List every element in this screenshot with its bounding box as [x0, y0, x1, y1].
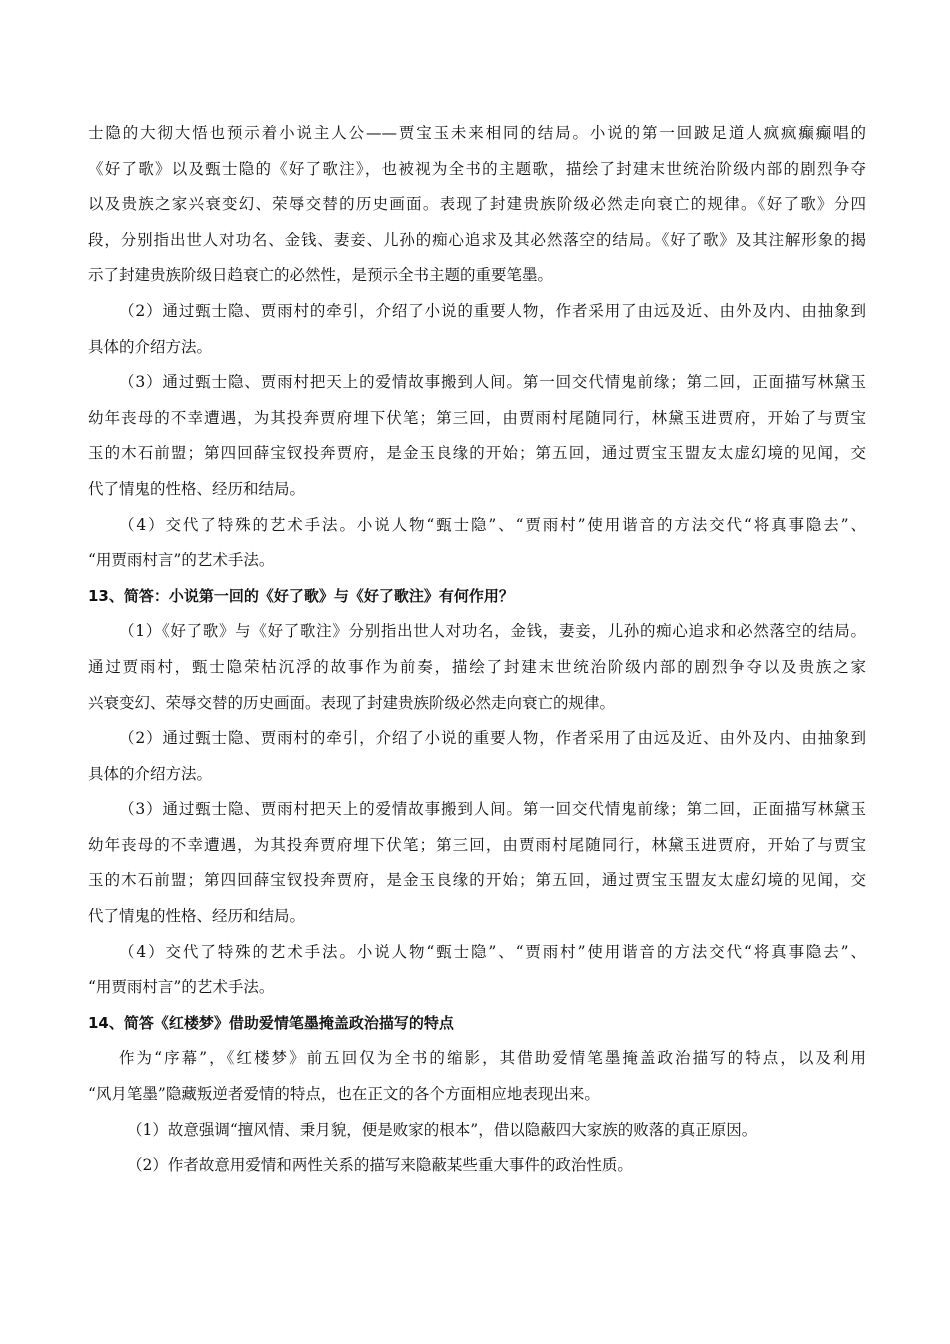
- text-line: 玉的木石前盟；第四回薛宝钗投奔贾府，是金玉良缘的开始；第五回，通过贾宝玉盟友太虚幻境的见闻，交: [88, 871, 866, 890]
- text-line: 代了情鬼的性格、经历和结局。: [88, 479, 306, 498]
- text-line: （3）通过甄士隐、贾雨村把天上的爱情故事搬到人间。第一回交代情鬼前缘；第二回，正面描写林黛玉: [119, 800, 866, 819]
- text-line: 具体的介绍方法。: [88, 337, 213, 356]
- text-line: （2）通过甄士隐、贾雨村的牵引，介绍了小说的重要人物，作者采用了由远及近、由外及内、由抽象到: [119, 729, 866, 748]
- text-line: 士隐的大彻大悟也预示着小说主人公——贾宝玉未来相同的结局。小说的第一回跛足道人疯疯癫癫唱的: [88, 124, 866, 142]
- text-line: （2）作者故意用爱情和两性关系的描写来隐蔽某些重大事件的政治性质。: [127, 1156, 633, 1175]
- text-line: （1）《好了歌》与《好了歌注》分别指出世人对功名，金钱，妻妾，儿孙的痴心追求和必然落空的结局。: [119, 622, 866, 641]
- text-line: “用贾雨村言”的艺术手法。: [88, 978, 275, 997]
- text-line: 兴衰变幻、荣辱交替的历史画面。表现了封建贵族阶级必然走向衰亡的规律。: [88, 693, 616, 712]
- section-heading: 13、简答：小说第一回的《好了歌》与《好了歌注》有何作用？: [88, 586, 514, 605]
- text-line: （4）交代了特殊的艺术手法。小说人物“甄士隐”、“贾雨村”使用谐音的方法交代“将真事隐去”、: [119, 515, 866, 534]
- text-line: 具体的介绍方法。: [88, 764, 213, 783]
- document-page: [88, 118, 866, 1186]
- text-line: （3）通过甄士隐、贾雨村把天上的爱情故事搬到人间。第一回交代情鬼前缘；第二回，正面描写林黛玉: [119, 373, 866, 392]
- text-line: 示了封建贵族阶级日趋衰亡的必然性，是预示全书主题的重要笔墨。: [88, 266, 554, 285]
- text-line: 《好了歌》以及甄士隐的《好了歌注》，也被视为全书的主题歌，描绘了封建末世统治阶级内部的剧烈争夺: [88, 159, 866, 178]
- text-line: （2）通过甄士隐、贾雨村的牵引，介绍了小说的重要人物，作者采用了由远及近、由外及内、由抽象到: [119, 301, 866, 320]
- section-heading: 14、简答《红楼梦》借助爱情笔墨掩盖政治描写的特点: [88, 1013, 454, 1032]
- text-line: 作为“序幕”，《红楼梦》前五回仅为全书的缩影，其借助爱情笔墨掩盖政治描写的特点，以及利用: [119, 1049, 866, 1068]
- text-line: 玉的木石前盟；第四回薛宝钗投奔贾府，是金玉良缘的开始；第五回，通过贾宝玉盟友太虚幻境的见闻，交: [88, 444, 866, 463]
- text-line: 通过贾雨村，甄士隐荣枯沉浮的故事作为前奏，描绘了封建末世统治阶级内部的剧烈争夺以及贵族之家: [88, 657, 866, 676]
- text-line: 代了情鬼的性格、经历和结局。: [88, 907, 306, 926]
- text-line: 以及贵族之家兴衰变幻、荣辱交替的历史画面。表现了封建贵族阶级必然走向衰亡的规律。《好了歌》分四: [88, 195, 866, 214]
- text-line: “风月笔墨”隐藏叛逆者爱情的特点，也在正文的各个方面相应地表现出来。: [88, 1085, 600, 1104]
- text-line: （1）故意强调“擅风情、秉月貌，便是败家的根本”，借以隐蔽四大家族的败落的真正原因。: [127, 1120, 758, 1139]
- text-line: 幼年丧母的不幸遭遇，为其投奔贾府埋下伏笔；第三回，由贾雨村尾随同行，林黛玉进贾府，开始了与贾宝: [88, 408, 866, 427]
- text-line: “用贾雨村言”的艺术手法。: [88, 551, 275, 570]
- text-line: （4）交代了特殊的艺术手法。小说人物“甄士隐”、“贾雨村”使用谐音的方法交代“将真事隐去”、: [119, 942, 866, 961]
- text-line: 幼年丧母的不幸遭遇，为其投奔贾府埋下伏笔；第三回，由贾雨村尾随同行，林黛玉进贾府，开始了与贾宝: [88, 835, 866, 854]
- text-line: 段，分别指出世人对功名、金钱、妻妾、儿孙的痴心追求及其必然落空的结局。《好了歌》及其注解形象的揭: [88, 230, 866, 249]
